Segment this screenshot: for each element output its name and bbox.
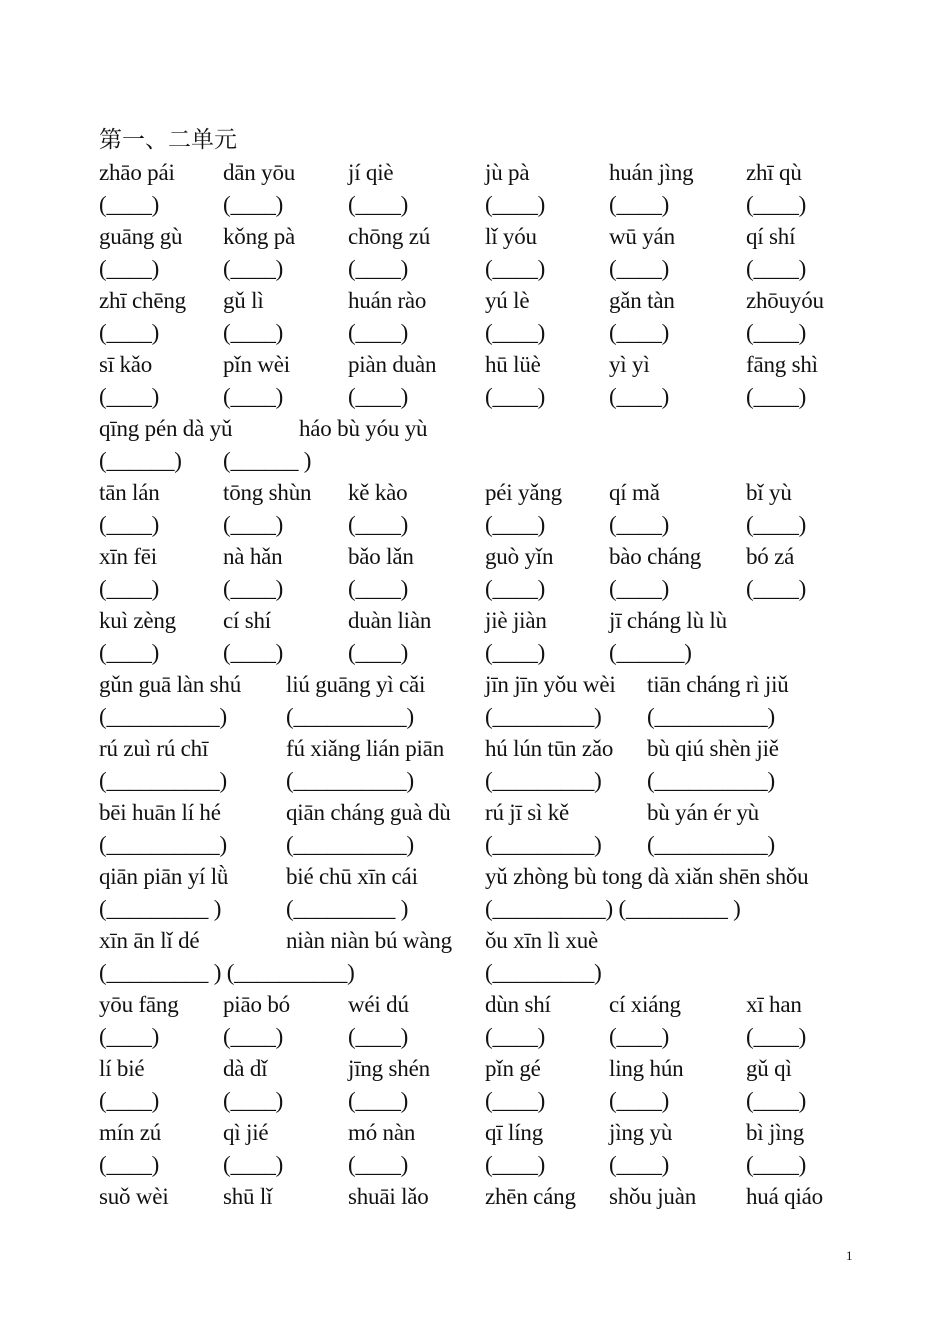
pinyin-word: xī han xyxy=(746,992,802,1017)
pinyin-row xyxy=(0,477,950,509)
pinyin-word: qī líng xyxy=(485,1120,544,1145)
pinyin-word: guāng gù xyxy=(99,224,183,249)
answer-row xyxy=(0,765,950,797)
answer-blank[interactable]: (____) xyxy=(485,576,546,601)
pinyin-word: qí mǎ xyxy=(609,480,660,505)
pinyin-word: piāo bó xyxy=(223,992,290,1017)
answer-blank[interactable]: (____) xyxy=(348,1088,409,1113)
pinyin-row xyxy=(0,669,950,701)
pinyin-word: gǔ lì xyxy=(223,288,264,313)
pinyin-word: háo bù yóu yù xyxy=(299,416,428,441)
pinyin-word: cí xiáng xyxy=(609,992,681,1017)
exercise-rows xyxy=(0,157,950,1213)
answer-row xyxy=(0,1149,950,1181)
pinyin-row xyxy=(0,605,950,637)
pinyin-word: qí shí xyxy=(746,224,796,249)
answer-blank[interactable]: (__________) xyxy=(99,768,227,793)
answer-row xyxy=(0,701,950,733)
pinyin-word: suǒ wèi xyxy=(99,1184,169,1209)
answer-blank[interactable]: (__________) xyxy=(286,768,414,793)
pinyin-word: ling hún xyxy=(609,1056,684,1081)
answer-blank[interactable]: (__________) xyxy=(286,704,414,729)
answer-blank[interactable]: (____) xyxy=(485,384,546,409)
answer-blank[interactable]: (____) xyxy=(99,320,160,345)
answer-blank[interactable]: (____) xyxy=(609,320,670,345)
pinyin-row xyxy=(0,1053,950,1085)
pinyin-word: tiān cháng rì jiǔ xyxy=(647,672,789,697)
pinyin-word: bēi huān lí hé xyxy=(99,800,221,825)
pinyin-row xyxy=(0,797,950,829)
pinyin-word: zhī chēng xyxy=(99,288,186,313)
answer-blank[interactable]: (____) xyxy=(348,576,409,601)
answer-blank[interactable]: (____) xyxy=(99,192,160,217)
answer-row xyxy=(0,381,950,413)
answer-blank[interactable]: (______) xyxy=(609,640,692,665)
answer-blank[interactable]: (____) xyxy=(746,1024,807,1049)
pinyin-word: lí bié xyxy=(99,1056,145,1081)
pinyin-word: tōng shùn xyxy=(223,480,312,505)
pinyin-row xyxy=(0,989,950,1021)
pinyin-word: xīn fēi xyxy=(99,544,157,569)
pinyin-word: rú zuì rú chī xyxy=(99,736,209,761)
answer-blank[interactable]: (____) xyxy=(746,256,807,281)
pinyin-word: huá qiáo xyxy=(746,1184,823,1209)
pinyin-word: niàn niàn bú wàng xyxy=(286,928,452,953)
pinyin-word: huán rào xyxy=(348,288,427,313)
pinyin-word: guò yǐn xyxy=(485,544,554,569)
pinyin-word: jìng yù xyxy=(609,1120,673,1145)
pinyin-word: mó nàn xyxy=(348,1120,416,1145)
answer-blank[interactable]: (____) xyxy=(485,192,546,217)
answer-blank[interactable]: (____) xyxy=(223,256,284,281)
pinyin-word: zhī qù xyxy=(746,160,802,185)
answer-blank[interactable]: (____) xyxy=(99,384,160,409)
answer-blank[interactable]: (_________ ) xyxy=(99,896,222,921)
pinyin-word: bié chū xīn cái xyxy=(286,864,418,889)
pinyin-word: cí shí xyxy=(223,608,271,633)
answer-blank[interactable]: (____) xyxy=(348,512,409,537)
answer-blank[interactable]: (____) xyxy=(485,1024,546,1049)
pinyin-word: shǒu juàn xyxy=(609,1184,696,1209)
answer-blank[interactable]: (____) xyxy=(485,320,546,345)
pinyin-word: liú guāng yì cǎi xyxy=(286,672,426,697)
pinyin-word: duàn liàn xyxy=(348,608,432,633)
answer-blank[interactable]: (__________) (_________ ) xyxy=(485,896,741,921)
answer-blank[interactable]: (____) xyxy=(348,256,409,281)
answer-blank[interactable]: (____) xyxy=(609,1152,670,1177)
pinyin-row xyxy=(0,925,950,957)
unit-heading: 第一、二单元 xyxy=(99,127,237,153)
answer-blank[interactable]: (__________) xyxy=(647,832,775,857)
pinyin-row xyxy=(0,157,950,189)
answer-blank[interactable]: (__________) xyxy=(647,768,775,793)
pinyin-word: dà dǐ xyxy=(223,1056,268,1081)
pinyin-word: qīng pén dà yǔ xyxy=(99,416,233,441)
answer-blank[interactable]: (____) xyxy=(485,512,546,537)
pinyin-word: zhāo pái xyxy=(99,160,175,185)
answer-row xyxy=(0,637,950,669)
answer-blank[interactable]: (____) xyxy=(99,1024,160,1049)
answer-blank[interactable]: (____) xyxy=(223,384,284,409)
answer-blank[interactable]: (____) xyxy=(746,384,807,409)
answer-row xyxy=(0,1085,950,1117)
pinyin-word: bù yán ér yù xyxy=(647,800,759,825)
pinyin-word: fāng shì xyxy=(746,352,818,377)
answer-blank[interactable]: (____) xyxy=(746,1152,807,1177)
pinyin-word: yì yì xyxy=(609,352,650,377)
pinyin-word: sī kǎo xyxy=(99,352,153,377)
answer-blank[interactable]: (_________ ) xyxy=(286,896,409,921)
answer-row xyxy=(0,1021,950,1053)
pinyin-word: bù qiú shèn jiě xyxy=(647,736,779,761)
pinyin-word: bào cháng xyxy=(609,544,702,569)
answer-blank[interactable]: (____) xyxy=(348,384,409,409)
answer-blank[interactable]: (_________ ) (__________) xyxy=(99,960,355,985)
pinyin-row xyxy=(0,1117,950,1149)
pinyin-word: ǒu xīn lì xuè xyxy=(485,928,599,953)
pinyin-word: chōng zú xyxy=(348,224,431,249)
answer-blank[interactable]: (______) xyxy=(99,448,182,473)
pinyin-word: nà hǎn xyxy=(223,544,283,569)
pinyin-row xyxy=(0,541,950,573)
pinyin-word: huán jìng xyxy=(609,160,694,185)
pinyin-word: wéi dú xyxy=(348,992,409,1017)
answer-row xyxy=(0,189,950,221)
answer-blank[interactable]: (____) xyxy=(223,576,284,601)
answer-blank[interactable]: (__________) xyxy=(647,704,775,729)
answer-blank[interactable]: (____) xyxy=(746,1088,807,1113)
pinyin-word: bǐ yù xyxy=(746,480,792,505)
answer-blank[interactable]: (____) xyxy=(99,1152,160,1177)
answer-blank[interactable]: (_________) xyxy=(485,960,602,985)
answer-blank[interactable]: (______ ) xyxy=(223,448,312,473)
answer-blank[interactable]: (____) xyxy=(485,640,546,665)
answer-blank[interactable]: (____) xyxy=(99,1088,160,1113)
answer-blank[interactable]: (_________) xyxy=(485,704,602,729)
answer-blank[interactable]: (____) xyxy=(609,576,670,601)
pinyin-word: kě kào xyxy=(348,480,408,505)
pinyin-word: gǎn tàn xyxy=(609,288,675,313)
pinyin-word: shū lǐ xyxy=(223,1184,273,1209)
answer-blank[interactable]: (____) xyxy=(485,1088,546,1113)
answer-blank[interactable]: (____) xyxy=(348,320,409,345)
answer-blank[interactable]: (____) xyxy=(609,256,670,281)
pinyin-word: qiān cháng guà dù xyxy=(286,800,451,825)
pinyin-word: pǐn gé xyxy=(485,1056,541,1081)
pinyin-word: bó zá xyxy=(746,544,795,569)
answer-blank[interactable]: (____) xyxy=(746,320,807,345)
answer-blank[interactable]: (____) xyxy=(348,1152,409,1177)
answer-blank[interactable]: (____) xyxy=(223,1024,284,1049)
answer-blank[interactable]: (____) xyxy=(223,1152,284,1177)
pinyin-word: rú jī sì kě xyxy=(485,800,570,825)
answer-row xyxy=(0,957,950,989)
pinyin-row xyxy=(0,733,950,765)
pinyin-word: zhēn cáng xyxy=(485,1184,576,1209)
answer-blank[interactable]: (____) xyxy=(99,640,160,665)
answer-blank[interactable]: (____) xyxy=(348,1024,409,1049)
answer-blank[interactable]: (____) xyxy=(609,192,670,217)
answer-blank[interactable]: (____) xyxy=(99,576,160,601)
pinyin-word: hú lún tūn zǎo xyxy=(485,736,614,761)
pinyin-row xyxy=(0,221,950,253)
pinyin-row xyxy=(0,413,950,445)
pinyin-word: tān lán xyxy=(99,480,160,505)
answer-blank[interactable]: (____) xyxy=(609,384,670,409)
answer-blank[interactable]: (____) xyxy=(223,192,284,217)
answer-blank[interactable]: (____) xyxy=(746,576,807,601)
pinyin-word: wū yán xyxy=(609,224,675,249)
answer-row xyxy=(0,317,950,349)
pinyin-word: pǐn wèi xyxy=(223,352,290,377)
pinyin-word: qiān piān yí lǜ xyxy=(99,864,229,889)
pinyin-word: dān yōu xyxy=(223,160,296,185)
answer-blank[interactable]: (__________) xyxy=(99,704,227,729)
pinyin-word: yǔ zhòng bù tong dà xiǎn shēn shǒu xyxy=(485,864,809,889)
answer-blank[interactable]: (____) xyxy=(746,192,807,217)
pinyin-word: jīng shén xyxy=(348,1056,430,1081)
answer-blank[interactable]: (____) xyxy=(99,256,160,281)
pinyin-word: hū lüè xyxy=(485,352,541,377)
answer-row xyxy=(0,509,950,541)
answer-blank[interactable]: (____) xyxy=(99,512,160,537)
pinyin-word: bǎo lǎn xyxy=(348,544,414,569)
answer-blank[interactable]: (____) xyxy=(348,192,409,217)
pinyin-word: kǒng pà xyxy=(223,224,296,249)
answer-row xyxy=(0,445,950,477)
pinyin-word: shuāi lǎo xyxy=(348,1184,429,1209)
answer-row xyxy=(0,573,950,605)
answer-blank[interactable]: (____) xyxy=(223,320,284,345)
answer-blank[interactable]: (____) xyxy=(223,640,284,665)
answer-row xyxy=(0,829,950,861)
pinyin-row xyxy=(0,1181,950,1213)
pinyin-row xyxy=(0,349,950,381)
answer-blank[interactable]: (____) xyxy=(485,1152,546,1177)
answer-blank[interactable]: (__________) xyxy=(99,832,227,857)
pinyin-word: mín zú xyxy=(99,1120,162,1145)
answer-blank[interactable]: (____) xyxy=(609,1024,670,1049)
pinyin-word: gǔ qì xyxy=(746,1056,792,1081)
pinyin-word: péi yǎng xyxy=(485,480,562,505)
answer-blank[interactable]: (____) xyxy=(485,256,546,281)
answer-blank[interactable]: (____) xyxy=(223,512,284,537)
pinyin-word: yú lè xyxy=(485,288,530,313)
pinyin-word: jù pà xyxy=(485,160,530,185)
pinyin-word: bì jìng xyxy=(746,1120,805,1145)
answer-row xyxy=(0,253,950,285)
answer-blank[interactable]: (_________) xyxy=(485,832,602,857)
answer-blank[interactable]: (_________) xyxy=(485,768,602,793)
pinyin-row xyxy=(0,285,950,317)
pinyin-word: yōu fāng xyxy=(99,992,179,1017)
answer-blank[interactable]: (____) xyxy=(348,640,409,665)
pinyin-word: kuì zèng xyxy=(99,608,176,633)
answer-blank[interactable]: (__________) xyxy=(286,832,414,857)
pinyin-row xyxy=(0,861,950,893)
pinyin-word: qì jié xyxy=(223,1120,269,1145)
pinyin-word: jí qiè xyxy=(348,160,394,185)
pinyin-word: lǐ yóu xyxy=(485,224,537,249)
pinyin-word: gǔn guā làn shú xyxy=(99,672,242,697)
pinyin-word: xīn ān lǐ dé xyxy=(99,928,200,953)
pinyin-word: dùn shí xyxy=(485,992,551,1017)
answer-blank[interactable]: (____) xyxy=(223,1088,284,1113)
pinyin-word: jī cháng lù lù xyxy=(609,608,727,633)
answer-row xyxy=(0,893,950,925)
answer-blank[interactable]: (____) xyxy=(609,512,670,537)
answer-blank[interactable]: (____) xyxy=(609,1088,670,1113)
pinyin-word: zhōuyóu xyxy=(746,288,824,313)
pinyin-word: jīn jīn yǒu wèi xyxy=(485,672,616,697)
pinyin-word: jiè jiàn xyxy=(485,608,547,633)
answer-blank[interactable]: (____) xyxy=(746,512,807,537)
pinyin-word: piàn duàn xyxy=(348,352,437,377)
page-number: 1 xyxy=(846,1248,853,1263)
pinyin-word: fú xiǎng lián piān xyxy=(286,736,444,761)
